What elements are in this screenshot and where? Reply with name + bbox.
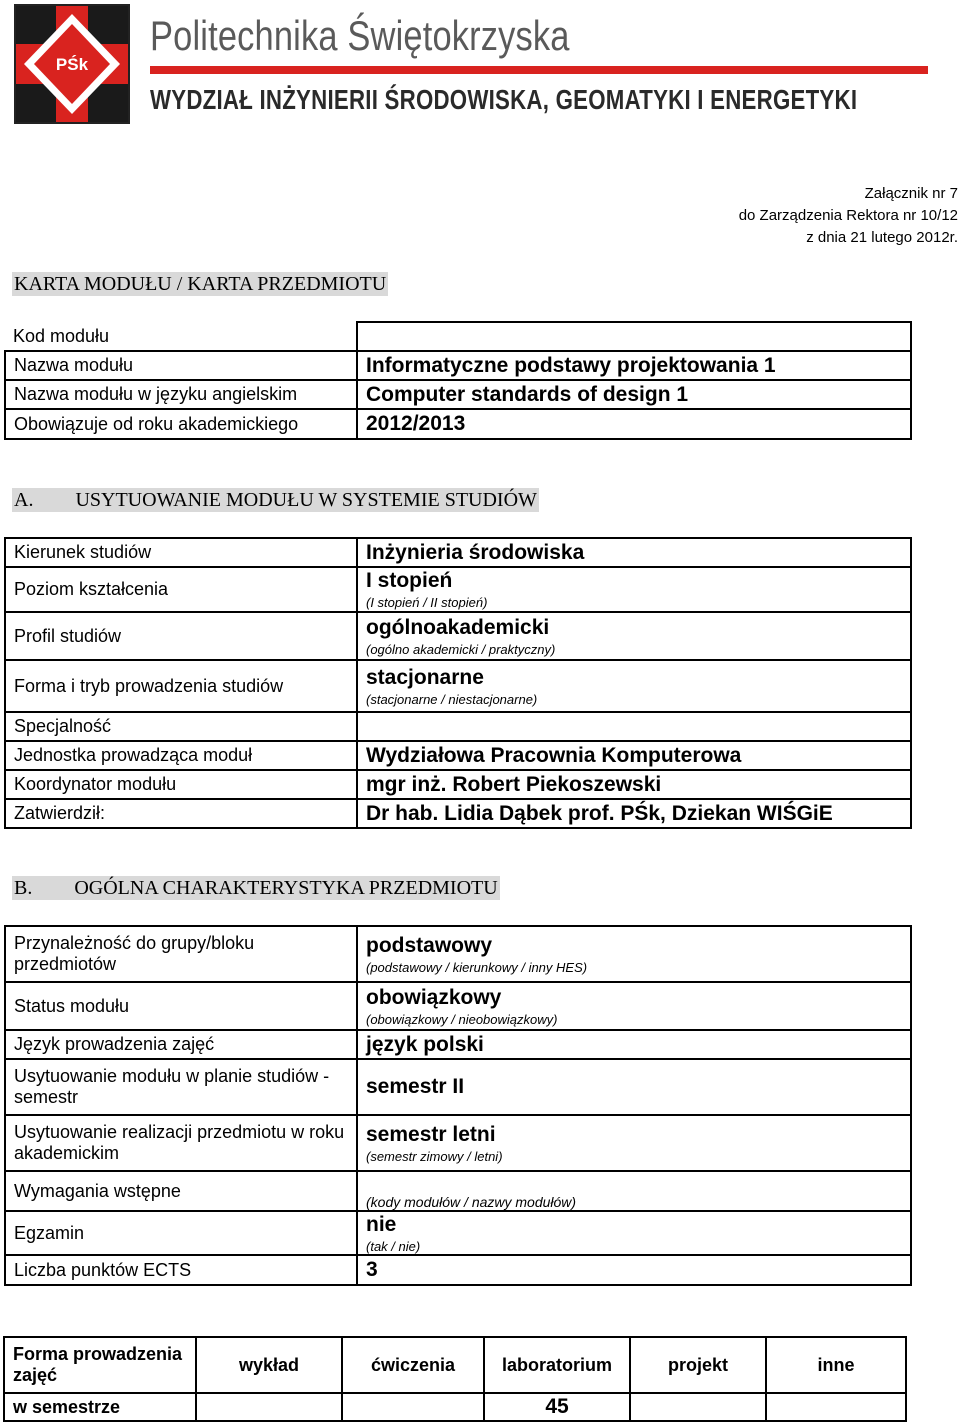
module-name-en-value: Computer standards of design 1 <box>357 380 911 409</box>
row-hint: (kody modułów / nazwy modułów) <box>366 1194 577 1210</box>
row-value: nie (tak / nie) <box>357 1211 911 1255</box>
module-table <box>4 321 912 440</box>
row-value: semestr letni (semestr zimowy / letni) <box>357 1115 911 1171</box>
row-value: stacjonarne (stacjonarne / niestacjonarne) <box>357 660 911 712</box>
hours-value-row <box>4 1393 906 1421</box>
row-value: język polski <box>357 1030 911 1059</box>
table-row <box>5 1211 911 1255</box>
semester-label: w semestrze <box>4 1393 196 1421</box>
hours-value: 45 <box>484 1393 630 1421</box>
row-label: Status modułu <box>5 982 357 1030</box>
table-row <box>5 741 911 770</box>
row-value: 3 <box>357 1255 911 1285</box>
annex-line-3: z dnia 21 lutego 2012r. <box>806 229 958 246</box>
hours-table <box>3 1336 907 1422</box>
hours-value <box>196 1393 342 1421</box>
table-row <box>5 1059 911 1115</box>
table-row <box>5 926 911 982</box>
row-value: semestr II <box>357 1059 911 1115</box>
row-value <box>357 712 911 741</box>
row-value: Inżynieria środowiska <box>357 538 911 567</box>
table-row <box>5 612 911 660</box>
section-a-title: USYTUOWANIE MODUŁU W SYSTEMIE STUDIÓW <box>75 489 537 511</box>
hours-value <box>630 1393 766 1421</box>
row-label: Wymagania wstępne <box>5 1171 357 1211</box>
card-title: KARTA MODUŁU / KARTA PRZEDMIOTU <box>14 273 387 295</box>
row-hint: (I stopień / II stopień) <box>366 595 488 610</box>
table-row <box>5 567 911 612</box>
section-b-letter: B. <box>14 877 33 899</box>
row-label: Liczba punktów ECTS <box>5 1255 357 1285</box>
hours-value <box>342 1393 484 1421</box>
row-value: Dr hab. Lidia Dąbek prof. PŚk, Dziekan WIŚGiE <box>357 799 911 828</box>
section-a-table <box>4 537 912 829</box>
row-hint: (tak / nie) <box>366 1238 421 1254</box>
section-a-letter: A. <box>14 489 34 511</box>
module-name-label: Nazwa modułu <box>5 351 357 380</box>
hours-value <box>766 1393 906 1421</box>
university-name: Politechnika Świętokrzyska <box>150 12 570 59</box>
section-b-title: OGÓLNA CHARAKTERYSTYKA PRZEDMIOTU <box>74 877 498 899</box>
table-row <box>5 799 911 828</box>
module-name-value: Informatyczne podstawy projektowania 1 <box>357 351 911 380</box>
row-label: Przynależność do grupy/bloku przedmiotów <box>5 926 357 982</box>
row-label: Forma i tryb prowadzenia studiów <box>5 660 357 712</box>
table-row <box>5 538 911 567</box>
row-hint: (obowiązkowy / nieobowiązkowy) <box>366 1011 558 1027</box>
row-label: Specjalność <box>5 712 357 741</box>
academic-year-label: Obowiązuje od roku akademickiego <box>5 409 357 439</box>
svg-text:PŚk: PŚk <box>55 55 89 74</box>
row-hint: (stacjonarne / niestacjonarne) <box>366 691 538 707</box>
column-header: laboratorium <box>484 1337 630 1393</box>
row-label: Zatwierdził: <box>5 799 357 828</box>
row-label: Koordynator modułu <box>5 770 357 799</box>
row-label: Egzamin <box>5 1211 357 1255</box>
table-row <box>5 1030 911 1059</box>
faculty-name: WYDZIAŁ INŻYNIERII ŚRODOWISKA, GEOMATYKI I ENERGETYKI <box>150 84 858 115</box>
logo-emblem-icon <box>16 6 128 122</box>
table-row <box>5 770 911 799</box>
annex-note <box>739 183 958 249</box>
column-header: inne <box>766 1337 906 1393</box>
table-row <box>5 982 911 1030</box>
table-row <box>5 660 911 712</box>
annex-line-1: Załącznik nr 7 <box>864 185 958 202</box>
table-row <box>5 712 911 741</box>
row-label: Usytuowanie realizacji przedmiotu w roku akademickim <box>5 1115 357 1171</box>
section-b-table <box>4 925 912 1286</box>
row-label: Jednostka prowadząca moduł <box>5 741 357 770</box>
annex-line-2: do Zarządzenia Rektora nr 10/12 <box>738 207 958 224</box>
row-label: Usytuowanie modułu w planie studiów - semestr <box>5 1059 357 1115</box>
row-value: Wydziałowa Pracownia Komputerowa <box>357 741 911 770</box>
module-name-en-label: Nazwa modułu w języku angielskim <box>5 380 357 409</box>
hours-header-row <box>4 1337 906 1393</box>
row-label: Kierunek studiów <box>5 538 357 567</box>
row-label: Język prowadzenia zajęć <box>5 1030 357 1059</box>
row-value: ogólnoakademicki (ogólno akademicki / praktyczny) <box>357 612 911 660</box>
table-row <box>5 1115 911 1171</box>
row-value: mgr inż. Robert Piekoszewski <box>357 770 911 799</box>
table-row <box>5 1171 911 1211</box>
row-label: Poziom kształcenia <box>5 567 357 612</box>
column-header: wykład <box>196 1337 342 1393</box>
section-b-heading <box>12 876 500 900</box>
row-value: I stopień (I stopień / II stopień) <box>357 567 911 612</box>
row-value: obowiązkowy (obowiązkowy / nieobowiązkowy) <box>357 982 911 1030</box>
row-label: Profil studiów <box>5 612 357 660</box>
module-code-value <box>357 322 911 351</box>
column-header: projekt <box>630 1337 766 1393</box>
row-hint: (semestr zimowy / letni) <box>366 1148 503 1164</box>
module-code-label: Kod modułu <box>5 322 357 351</box>
row-value: podstawowy (podstawowy / kierunkowy / inny HES) <box>357 926 911 982</box>
row-hint: (ogólno akademicki / praktyczny) <box>366 641 556 657</box>
header-divider <box>150 66 928 74</box>
row-value <box>357 1171 911 1211</box>
academic-year-value: 2012/2013 <box>357 409 911 439</box>
form-label: Forma prowadzenia zajęć <box>4 1337 196 1393</box>
column-header: ćwiczenia <box>342 1337 484 1393</box>
row-hint: (podstawowy / kierunkowy / inny HES) <box>366 959 588 975</box>
section-a-heading <box>12 488 539 512</box>
university-logo <box>14 4 130 124</box>
table-row <box>5 1255 911 1285</box>
